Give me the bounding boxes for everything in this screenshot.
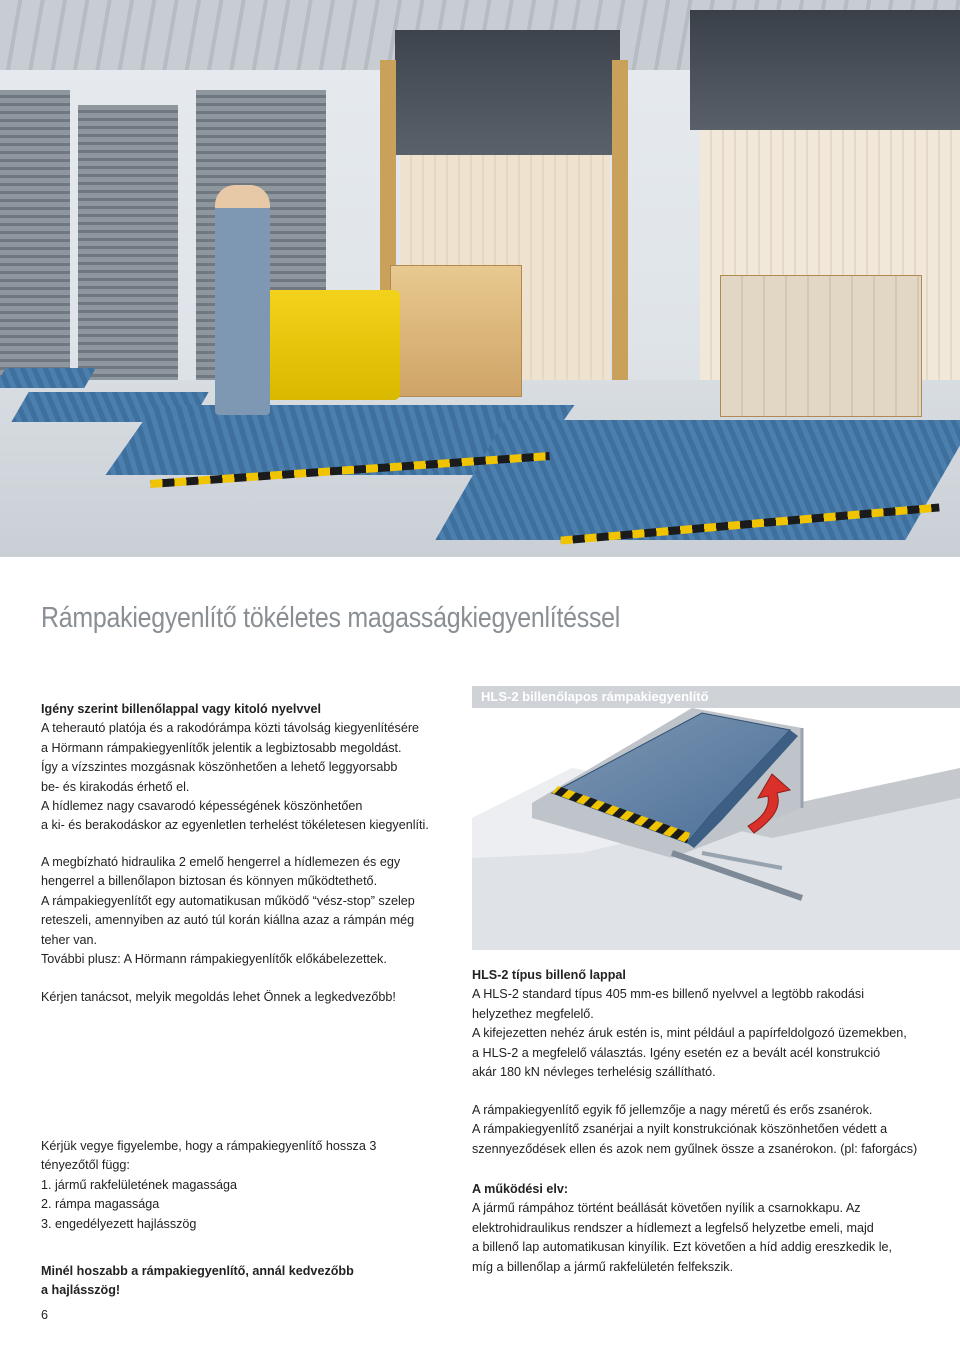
hydraulics-line: hengerrel a billenőlapon biztosan és könnyen működtethető. bbox=[41, 874, 378, 889]
length-factors-section bbox=[41, 1137, 471, 1234]
hinges-line: szennyeződések ellen és azok nem gyűlnek össze a zsanérokon. (pl: faforgács) bbox=[472, 1141, 918, 1156]
diagram-title: HLS-2 billenőlapos rámpakiegyenlítő bbox=[472, 686, 960, 708]
factors-item: 1. jármű rakfelületének magassága bbox=[41, 1177, 238, 1192]
operation-line: elektrohidraulikus rendszer a hídlemezt a legfelső helyzetbe emeli, majd bbox=[472, 1220, 874, 1235]
hydraulics-line: teher van. bbox=[41, 932, 98, 947]
hls2-heading: HLS-2 típus billenő lappal bbox=[472, 968, 626, 982]
dock-leveller-plate bbox=[0, 368, 96, 388]
hls2-line: helyzethez megfelelő. bbox=[472, 1006, 594, 1021]
door-seal bbox=[395, 30, 620, 155]
roller-door bbox=[0, 90, 70, 380]
emphasis-line: Minél hoszabb a rámpakiegyenlítő, annál kedvezőbb bbox=[41, 1264, 354, 1278]
hydraulics-line: További plusz: A Hörmann rámpakiegyenlítők előkábelezettek. bbox=[41, 952, 387, 967]
advice-section bbox=[41, 988, 471, 1007]
intro-line: Így a vízszintes mozgásnak köszönhetően a lehető leggyorsabb bbox=[41, 760, 398, 775]
door-post bbox=[612, 60, 628, 400]
leveller-illustration bbox=[472, 708, 960, 950]
operation-line: míg a billenőlap a jármű rakfelületén felfekszik. bbox=[472, 1259, 734, 1274]
hls2-line: A HLS-2 standard típus 405 mm-es billenő nyelvvel a legtöbb rakodási bbox=[472, 987, 865, 1002]
intro-section bbox=[41, 700, 471, 836]
intro-line: a ki- és berakodáskor az egyenletlen terhelést tökéletesen kiegyenlíti. bbox=[41, 818, 429, 833]
operation-heading: A működési elv: bbox=[472, 1182, 569, 1196]
hydraulics-line: A megbízható hidraulika 2 emelő hengerrel a hídlemezen és egy bbox=[41, 855, 401, 869]
intro-heading: Igény szerint billenőlappal vagy kitoló nyelvvel bbox=[41, 702, 321, 716]
leveller-diagram bbox=[472, 708, 960, 950]
cargo-pallet bbox=[390, 265, 522, 397]
pallet-truck bbox=[250, 290, 400, 400]
intro-line: A hídlemez nagy csavarodó képességének köszönhetően bbox=[41, 799, 363, 814]
operation-line: a billenő lap automatikusan kinyílik. Ezt követően a híd addig ereszkedik le, bbox=[472, 1240, 893, 1255]
dock-leveller-plate bbox=[435, 420, 960, 540]
hydraulics-section bbox=[41, 853, 471, 969]
intro-line: A teherautó platója és a rakodórámpa közti távolság kiegyenlítésére bbox=[41, 721, 420, 736]
factors-item: 2. rámpa magassága bbox=[41, 1197, 160, 1212]
operation-line: A jármű rámpához történt beállását követően nyílik a csarnokkapu. Az bbox=[472, 1201, 861, 1216]
door-seal bbox=[690, 10, 960, 130]
emphasis-note bbox=[41, 1262, 471, 1301]
hinges-line: A rámpakiegyenlítő zsanérjai a nyilt konstrukciónak köszönhetően védett a bbox=[472, 1122, 888, 1137]
factors-item: 3. engedélyezett hajlásszög bbox=[41, 1216, 197, 1231]
hls2-line: akár 180 kN névleges terhelésig szállítható. bbox=[472, 1065, 716, 1080]
advice-line: Kérjen tanácsot, melyik megoldás lehet Önnek a legkedvezőbb! bbox=[41, 990, 396, 1004]
intro-line: a Hörmann rámpakiegyenlítők jelentik a legbiztosabb megoldást. bbox=[41, 740, 402, 755]
page-number: 6 bbox=[41, 1308, 49, 1322]
hydraulics-line: A rámpakiegyenlítőt egy automatikusan működő “vész-stop” szelep bbox=[41, 893, 415, 908]
hero-photo bbox=[0, 0, 960, 557]
intro-line: be- és kirakodás érhető el. bbox=[41, 779, 190, 794]
hls2-section bbox=[472, 966, 942, 1082]
cargo-pallet bbox=[720, 275, 922, 417]
factors-line: Kérjük vegye figyelembe, hogy a rámpakiegyenlítő hossza 3 bbox=[41, 1139, 377, 1153]
warehouse-worker bbox=[215, 185, 270, 415]
hls2-line: a HLS-2 a megfelelő választás. Igény esetén ez a bevált acél konstrukció bbox=[472, 1045, 881, 1060]
factors-line: tényezőtől függ: bbox=[41, 1158, 130, 1173]
hydraulics-line: reteszeli, amennyiben az autó túl korán kiállna azaz a rámpán még bbox=[41, 913, 415, 928]
hinges-line: A rámpakiegyenlítő egyik fő jellemzője a nagy méretű és erős zsanérok. bbox=[472, 1103, 873, 1117]
roller-door bbox=[78, 105, 178, 395]
hinges-section bbox=[472, 1101, 942, 1159]
hls2-line: A kifejezetten nehéz áruk estén is, mint például a papírfeldolgozó üzemekben, bbox=[472, 1026, 907, 1041]
emphasis-line: a hajlásszög! bbox=[41, 1283, 121, 1298]
page-headline: Rámpakiegyenlítő tökéletes magasságkiegyenlítéssel bbox=[41, 602, 621, 634]
operation-section bbox=[472, 1180, 942, 1277]
